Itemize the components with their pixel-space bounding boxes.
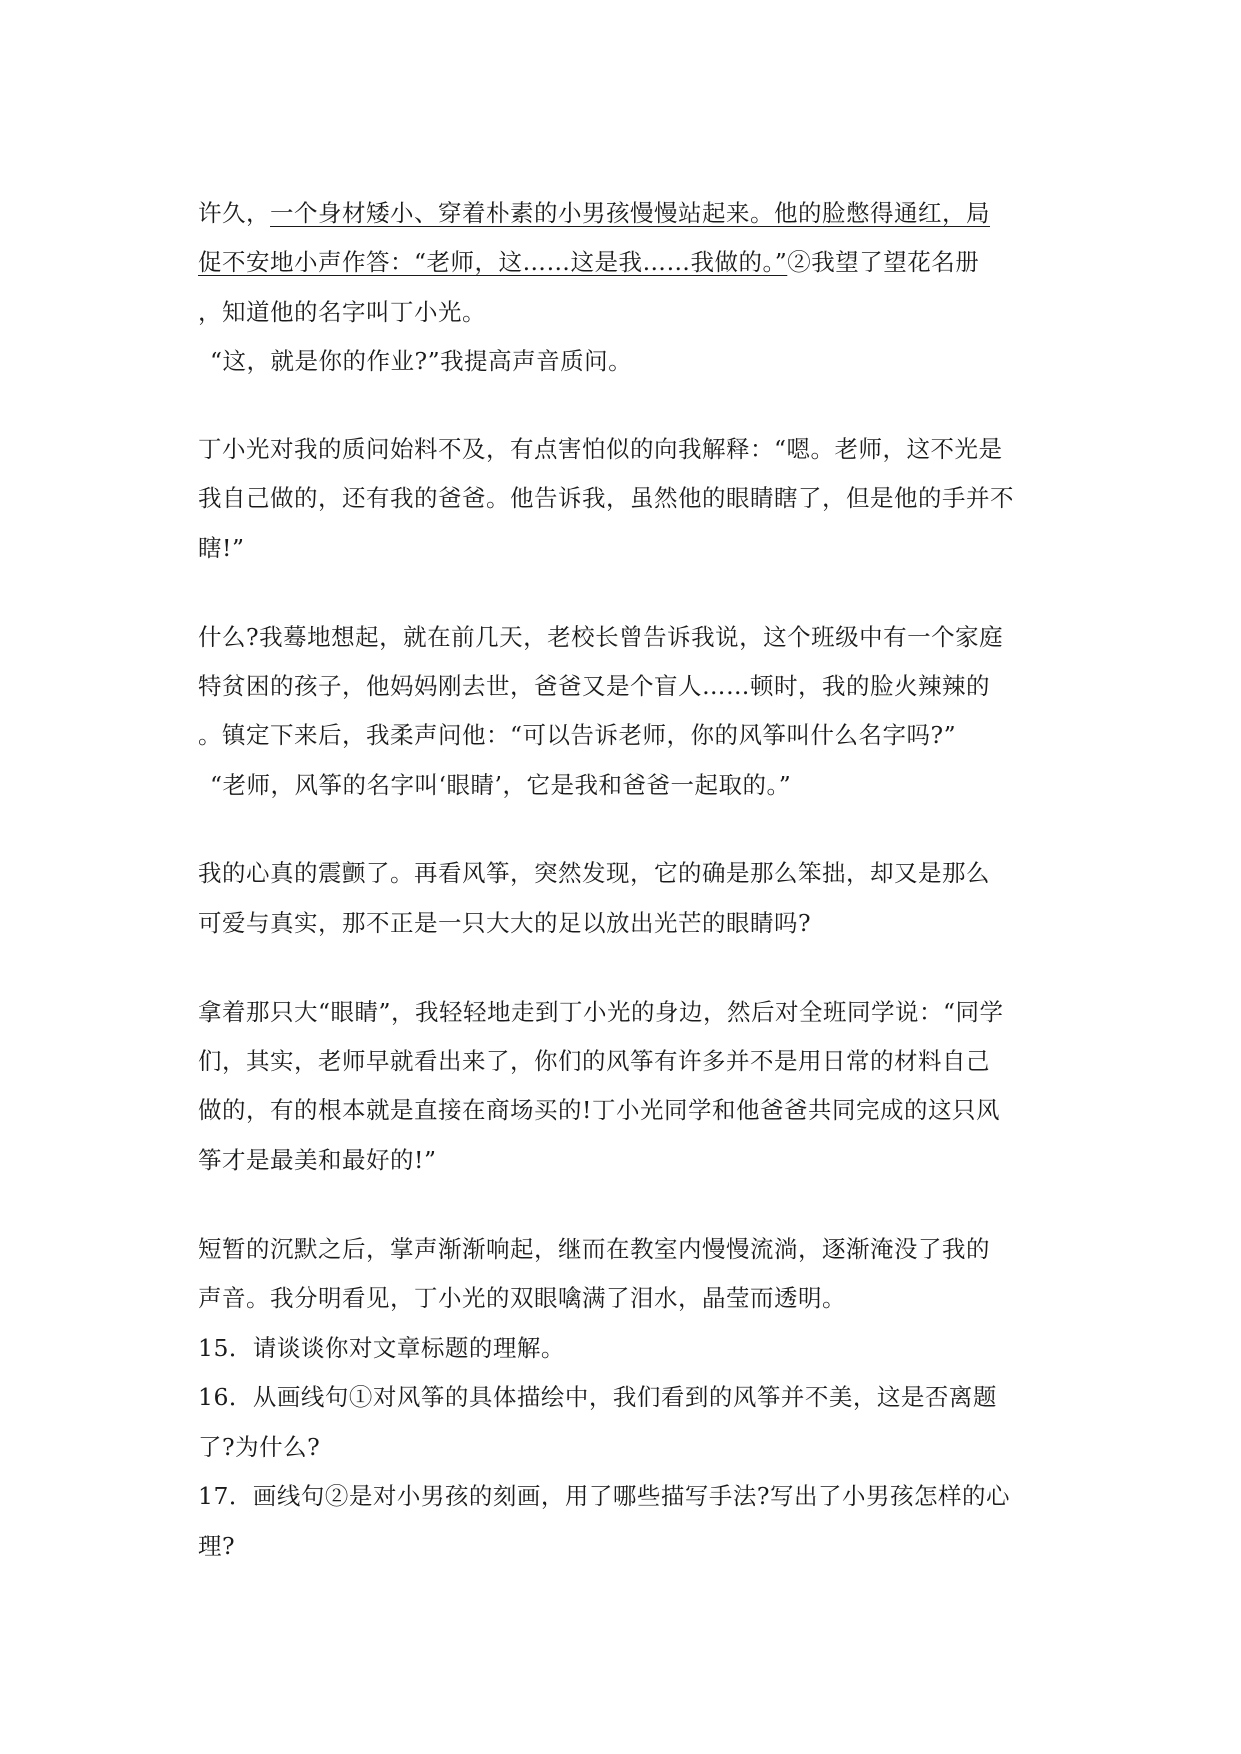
passage-line: 瞎!” [198,534,245,562]
passage-line: 声音。我分明看见，丁小光的双眼噙满了泪水，晶莹而透明。 [198,1284,846,1312]
passage-line: “这，就是你的作业?”我提高声音质问。 [210,347,633,375]
passage-line [198,245,979,279]
passage-line: 特贫困的孩子，他妈妈刚去世，爸爸又是个盲人……顿时，我的脸火辣辣的 [198,672,990,700]
underlined-sentence-2: 促不安地小声作答：“老师，这……这是我……我做的。” [198,248,788,276]
passage-line [198,196,990,230]
underlined-sentence-2: 一个身材矮小、穿着朴素的小男孩慢慢站起来。他的脸憋得通红，局 [270,199,990,227]
question-17: 17．画线句②是对小男孩的刻画，用了哪些描写手法?写出了小男孩怎样的心 [198,1482,1011,1510]
passage-text: ②我望了望花名册 [787,248,980,276]
passage-line: 筝才是最美和最好的!” [198,1146,437,1174]
passage-line: 。镇定下来后，我柔声问他：“可以告诉老师，你的风筝叫什么名字吗?” [198,721,957,749]
passage-line: 拿着那只大“眼睛”，我轻轻地走到丁小光的身边，然后对全班同学说：“同学 [198,998,1004,1026]
question-16: 16．从画线句①对风筝的具体描绘中，我们看到的风筝并不美，这是否离题 [198,1383,997,1411]
passage-line: 短暂的沉默之后，掌声渐渐响起，继而在教室内慢慢流淌，逐渐淹没了我的 [198,1235,990,1263]
question-17-cont: 理? [198,1532,236,1560]
passage-line: 丁小光对我的质问始料不及，有点害怕似的向我解释：“嗯。老师，这不光是 [198,435,1003,463]
passage-line: “老师，风筝的名字叫‘眼睛’，它是我和爸爸一起取的。” [210,771,792,799]
passage-line: 们，其实，老师早就看出来了，你们的风筝有许多并不是用日常的材料自己 [198,1047,990,1075]
passage-line: 什么?我蓦地想起，就在前几天，老校长曾告诉我说，这个班级中有一个家庭 [198,623,1004,651]
question-16-cont: 了?为什么? [198,1433,321,1461]
passage-line: ，知道他的名字叫丁小光。 [198,298,486,326]
passage-line: 做的，有的根本就是直接在商场买的!丁小光同学和他爸爸共同完成的这只风 [198,1096,1000,1124]
question-15: 15．请谈谈你对文章标题的理解。 [198,1334,565,1362]
passage-line: 我的心真的震颤了。再看风筝，突然发现，它的确是那么笨拙，却又是那么 [198,859,990,887]
passage-line: 我自己做的，还有我的爸爸。他告诉我，虽然他的眼睛瞎了，但是他的手并不 [198,484,1014,512]
passage-line: 可爱与真实，那不正是一只大大的足以放出光芒的眼睛吗? [198,909,812,937]
passage-text: 许久， [198,199,270,227]
